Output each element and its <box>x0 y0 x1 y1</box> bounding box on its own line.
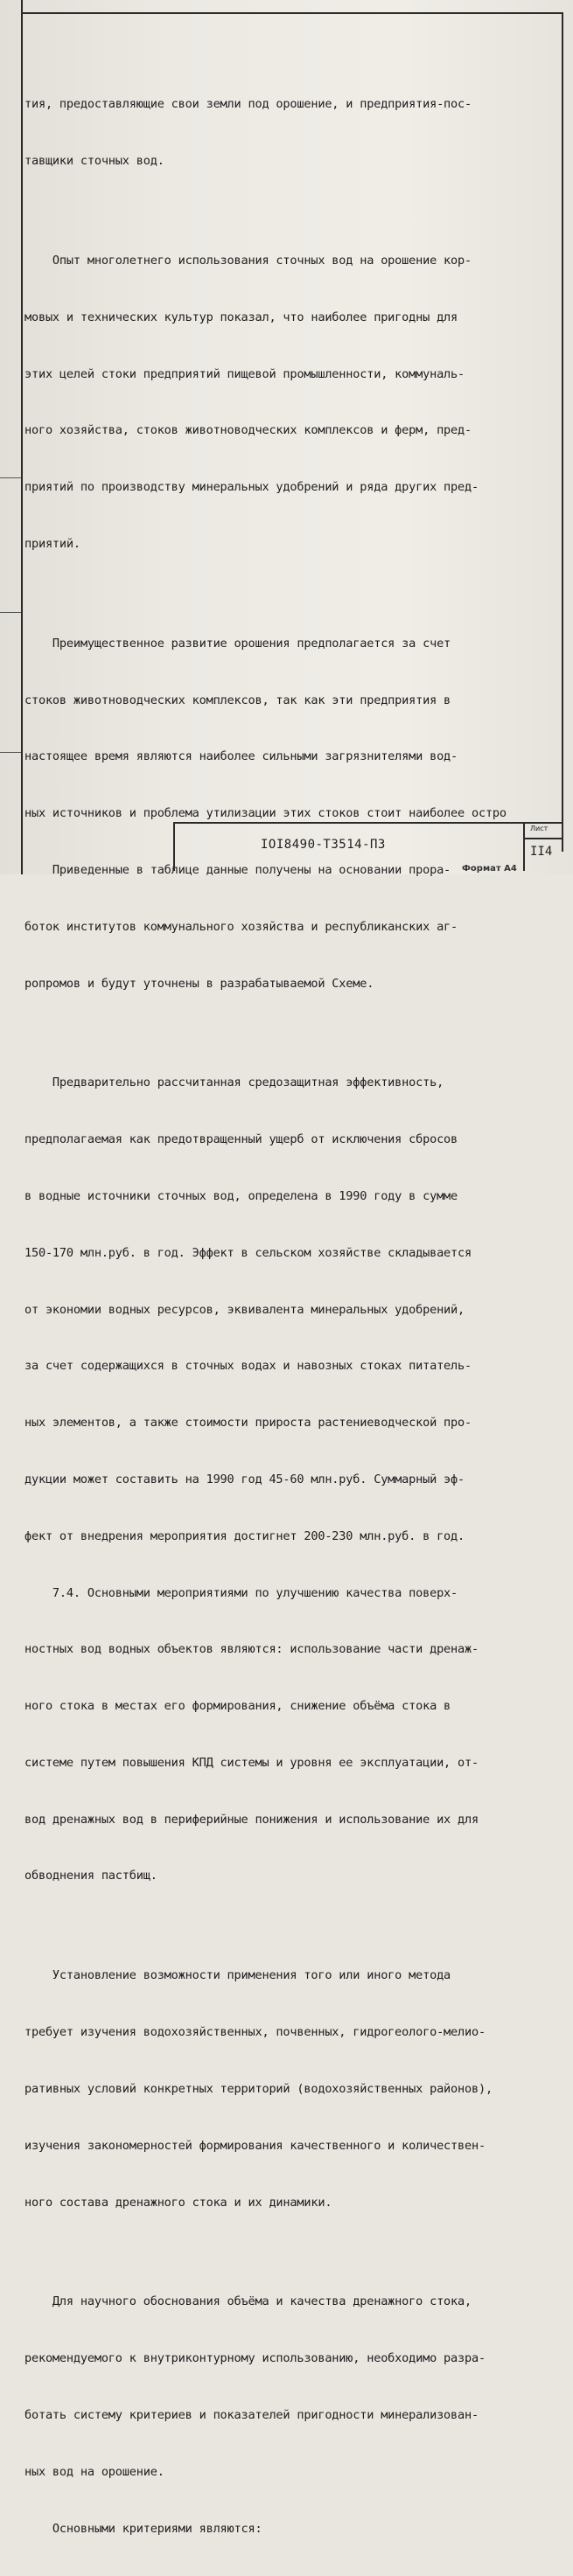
text-line: тия, предоставляющие свои земли под орошение, и предприятия-пос- <box>24 97 472 112</box>
text-line: фект от внедрения мероприятия достигнет 200-230 млн.руб. в год. <box>24 1528 465 1543</box>
text-line: ных источников и проблема утилизации этих стоков стоит наиболее остро <box>24 806 507 821</box>
text-line: мовых и технических культур показал, что наиболее пригодны для <box>24 310 458 324</box>
margin-tick <box>0 752 21 753</box>
format-label: Формат А4 <box>462 864 517 874</box>
frame-right-border <box>562 12 563 852</box>
sheet-number-cell <box>523 824 563 871</box>
text-line: Приведенные в таблице данные получены на основании прора- <box>24 862 451 877</box>
text-line: ностных вод водных объектов являются: использование части дренаж- <box>24 1642 479 1657</box>
text-line: приятий. <box>24 536 80 551</box>
text-line: Для научного обоснования объёма и качества дренажного стока, <box>24 2294 472 2309</box>
text-line: в водные источники сточных вод, определена в 1990 году в сумме <box>24 1189 458 1204</box>
text-line: от экономии водных ресурсов, эквивалента минеральных удобрений, <box>24 1302 465 1317</box>
text-line: Основными критериями являются: <box>24 2521 262 2536</box>
text-line: приятий по производству минеральных удобрений и ряда других пред- <box>24 480 479 495</box>
text-line: боток институтов коммунального хозяйства и республиканских аг- <box>24 919 458 934</box>
text-line: ного хозяйства, стоков животноводческих комплексов и ферм, пред- <box>24 423 472 438</box>
text-line: требует изучения водохозяйственных, почвенных, гидрогеолого-мелио- <box>24 2025 486 2040</box>
text-line: изучения закономерностей формирования качественного и количествен- <box>24 2138 486 2153</box>
sheet-label: Лист <box>530 825 549 832</box>
margin-tick <box>0 612 21 613</box>
sheet-number: II4 <box>530 845 553 859</box>
text-line: Установление возможности применения того или иного метода <box>24 1968 451 1983</box>
text-line: этих целей стоки предприятий пищевой промышленности, коммуналь- <box>24 366 465 381</box>
text-line: ративных условий конкретных территорий (водохозяйственных районов), <box>24 2081 493 2096</box>
text-line: ного стока в местах его формирования, снижение объёма стока в <box>24 1699 451 1714</box>
text-line: 150-170 млн.руб. в год. Эффект в сельском хозяйстве складывается <box>24 1245 472 1260</box>
text-line: Предварительно рассчитанная средозащитная эффективность, <box>24 1076 444 1090</box>
frame-left-border <box>21 0 23 874</box>
document-code: IOI8490-Т3514-ПЗ <box>261 838 386 852</box>
text-line: ных элементов, а также стоимости прироста растениеводческой про- <box>24 1416 472 1431</box>
text-line: ботать систему критериев и показателей пригодности минерализован- <box>24 2408 479 2423</box>
text-line: рекомендуемого к внутриконтурному использованию, необходимо разра- <box>24 2351 486 2366</box>
text-line: Преимущественное развитие орошения предполагается за счет <box>24 636 451 651</box>
sheet-cell-divider <box>525 838 563 839</box>
text-line: 7.4. Основными мероприятиями по улучшению качества поверх- <box>24 1585 458 1600</box>
text-line: обводнения пастбищ. <box>24 1869 157 1883</box>
text-line: ных вод на орошение. <box>24 2464 164 2479</box>
body-text <box>24 58 560 2576</box>
text-line: системе путем повышения КПД системы и уровня ее эксплуатации, от- <box>24 1755 479 1770</box>
text-line: вод дренажных вод в периферийные понижения и использование их для <box>24 1812 479 1827</box>
text-line: за счет содержащихся в сточных водах и навозных стоках питатель- <box>24 1359 472 1374</box>
text-line: предполагаемая как предотвращенный ущерб от исключения сбросов <box>24 1132 458 1147</box>
text-line: стоков животноводческих комплексов, так как эти предприятия в <box>24 693 451 707</box>
margin-tick <box>0 477 21 478</box>
text-line: Опыт многолетнего использования сточных вод на орошение кор- <box>24 253 472 268</box>
text-line: ного состава дренажного стока и их динамики. <box>24 2195 332 2210</box>
text-line: тавщики сточных вод. <box>24 153 164 168</box>
text-line: ропромов и будут уточнены в разрабатываемой Схеме. <box>24 976 374 991</box>
text-line: дукции может составить на 1990 год 45-60 млн.руб. Суммарный эф- <box>24 1472 465 1486</box>
text-line: настоящее время являются наиболее сильными загрязнителями вод- <box>24 749 458 764</box>
frame-top-border <box>21 12 563 14</box>
